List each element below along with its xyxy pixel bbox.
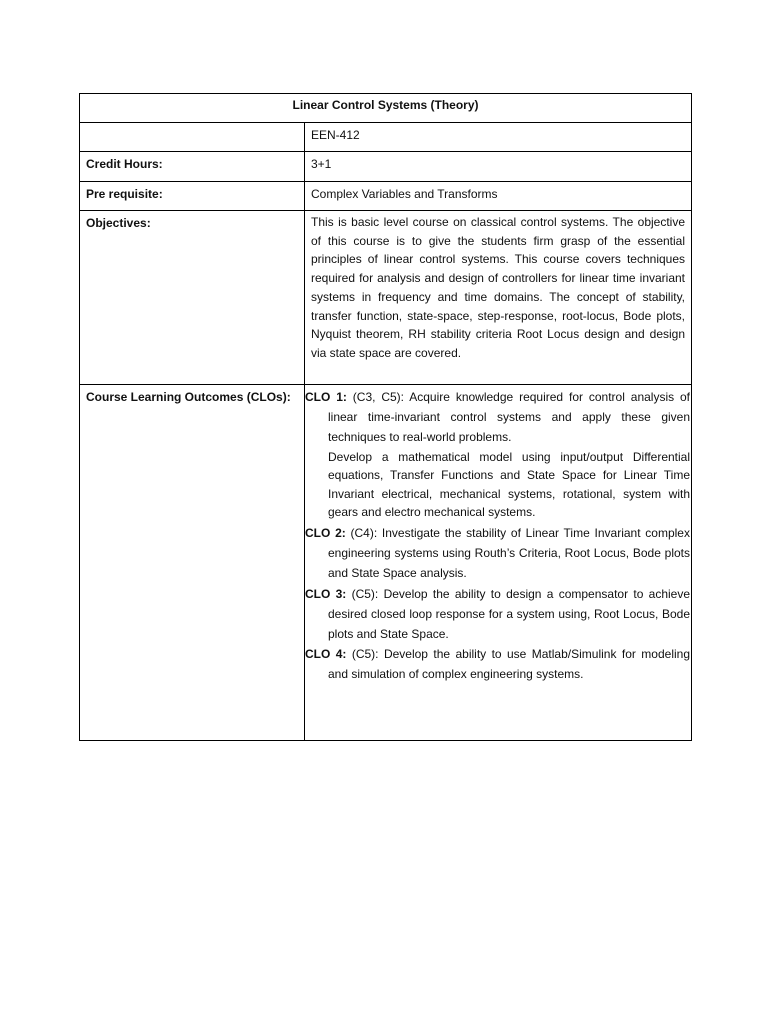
clo-label: Course Learning Outcomes (CLOs):	[80, 385, 305, 741]
clo-item	[305, 523, 691, 584]
course-code-label	[80, 123, 305, 152]
credit-hours-value: 3+1	[305, 152, 692, 182]
course-code-row	[80, 123, 692, 152]
objectives-label: Objectives:	[80, 211, 305, 385]
prerequisite-value: Complex Variables and Transforms	[305, 182, 692, 211]
course-outline-table	[79, 93, 692, 741]
course-code-value: EEN-412	[305, 123, 692, 152]
clo-item	[305, 644, 691, 684]
course-title: Linear Control Systems (Theory)	[80, 94, 692, 123]
clo-text: Investigate the stability of Linear Time Invariant complex engineering systems using Routh’s Criteria, Root Locus, Bode plots and State Space analysis.	[328, 525, 691, 581]
clo-level: (C4):	[350, 525, 378, 540]
objectives-row	[80, 211, 692, 385]
credit-hours-label: Credit Hours:	[80, 152, 305, 182]
clo-level: (C5):	[351, 647, 379, 662]
title-row	[80, 94, 692, 123]
clo-item	[305, 387, 691, 448]
clo-tag: CLO 4:	[305, 647, 347, 662]
objectives-text: This is basic level course on classical control systems. The objective of this course is to give the students firm grasp of the essential principles of linear control systems. This course covers techniques required for analysis and design of controllers for linear time invariant systems in frequency and time domains. The concept of stability, transfer function, state-space, step-response, root-locus, Bode plots, Nyquist theorem, RH stability criteria Root Locus design and design via state space are covered.	[305, 211, 692, 385]
clo-item	[305, 584, 691, 645]
clo-level: (C5):	[351, 586, 379, 601]
clo-text: Acquire knowledge required for control analysis of linear time-invariant control systems and apply these given techniques to real-world problems.	[328, 390, 691, 445]
clo-item-extra: Develop a mathematical model using input/output Differential equations, Transfer Functions and State Space for Linear Time Invariant electrical, mechanical systems, rotational, system with gears and electro mechanical systems.	[328, 449, 691, 520]
clo-tag: CLO 3:	[305, 586, 347, 601]
clo-text: Develop the ability to use Matlab/Simulink for modeling and simulation of complex engineering systems.	[328, 647, 690, 682]
prerequisite-row	[80, 182, 692, 211]
clo-level: (C3, C5):	[352, 390, 405, 404]
credit-hours-row	[80, 152, 692, 182]
clo-tag: CLO 1:	[305, 390, 347, 404]
clo-row	[80, 385, 692, 741]
prerequisite-label: Pre requisite:	[80, 182, 305, 211]
clo-list	[305, 385, 692, 741]
clo-tag: CLO 2:	[305, 525, 346, 540]
clo-text: Develop the ability to design a compensator to achieve desired closed loop response for a system using, Root Locus, Bode plots and State Space.	[328, 586, 691, 641]
